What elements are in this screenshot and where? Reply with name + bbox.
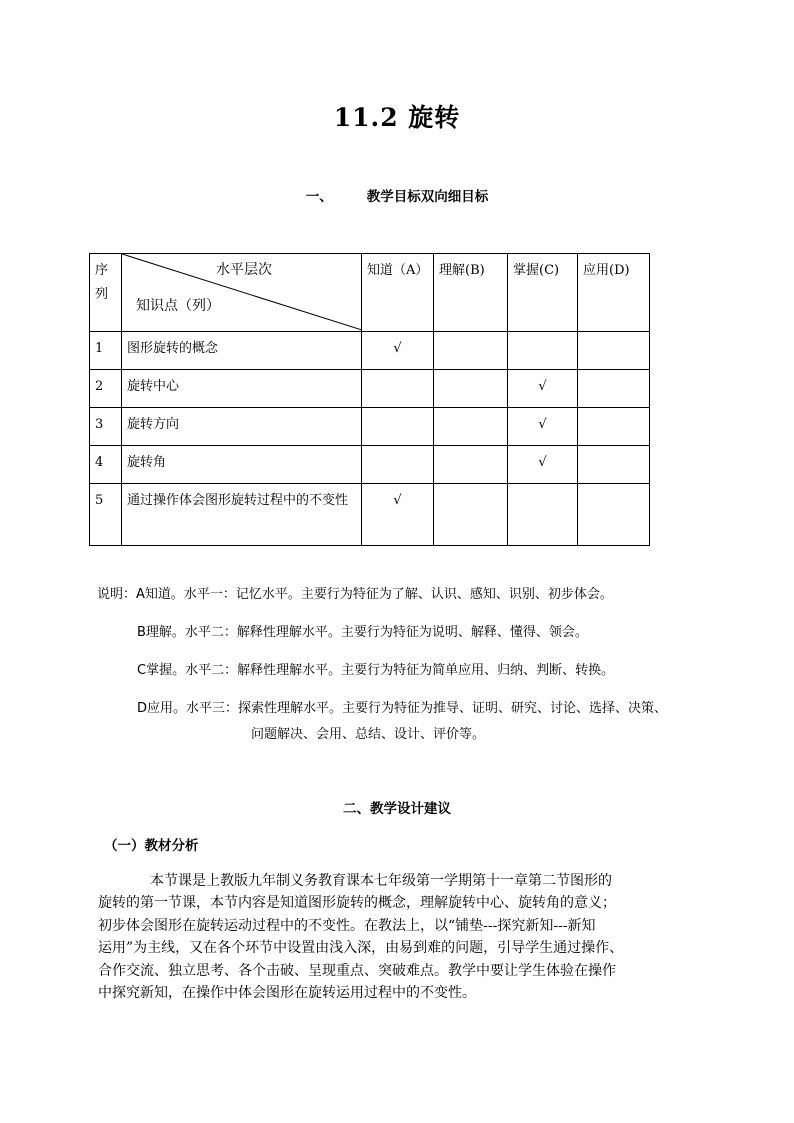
paragraph-line: 旋转的第一节课，本节内容是知道图形旋转的概念，理解旋转中心、旋转角的意义；	[98, 895, 616, 912]
page-title: 11.2 旋转	[333, 103, 461, 132]
note-a: 说明：A知道。水平一：记忆水平。主要行为特征为了解、认识、感知、识别、初步体会。	[97, 587, 613, 602]
seq-header-label: 序列	[95, 263, 109, 302]
seq-header	[90, 254, 122, 332]
row-knowledge-point: 通过操作体会图形旋转过程中的不变性	[122, 484, 362, 546]
table-row	[90, 484, 650, 546]
table-row	[90, 446, 650, 484]
check-mark	[508, 484, 578, 546]
note-b: B理解。水平二：解释性理解水平。主要行为特征为说明、解释、懂得、领会。	[137, 625, 588, 640]
table-row	[90, 408, 650, 446]
check-mark	[578, 332, 650, 370]
check-mark: √	[508, 446, 578, 484]
paragraph-line: 中探究新知，在操作中体会图形在旋转运用过程中的不变性。	[98, 985, 476, 1002]
check-mark	[578, 484, 650, 546]
row-knowledge-point: 旋转方向	[122, 408, 362, 446]
paragraph-line: 本节课是上教版九年制义务教育课本七年级第一学期第十一章第二节图形的	[150, 873, 612, 889]
check-mark: √	[508, 408, 578, 446]
check-mark	[362, 408, 434, 446]
objectives-table	[89, 253, 650, 546]
check-mark	[508, 332, 578, 370]
row-seq: 1	[90, 332, 122, 370]
level-header-c: 掌握(C)	[508, 254, 578, 332]
check-mark: √	[508, 370, 578, 408]
note-d-line1: D应用。水平三：探索性理解水平。主要行为特征为推导、证明、研究、讨论、选择、决策、	[137, 701, 668, 716]
level-header-b: 理解(B)	[434, 254, 508, 332]
table-row	[90, 370, 650, 408]
row-knowledge-point: 旋转角	[122, 446, 362, 484]
paragraph-line: 初步体会图形在旋转运动过程中的不变性。在教法上，以“铺垫---探究新知---新知	[98, 917, 596, 934]
section-title: 教学目标双向细目标	[366, 189, 489, 205]
table-row	[90, 332, 650, 370]
knowledge-point-header-label: 知识点（列）	[136, 298, 220, 314]
paragraph-line: 合作交流、独立思考、各个击破、呈现重点、突破难点。教学中要让学生体验在操作	[98, 962, 616, 979]
check-mark	[434, 484, 508, 546]
check-mark: √	[362, 332, 434, 370]
check-mark	[434, 370, 508, 408]
check-mark	[434, 408, 508, 446]
section-heading-1	[0, 185, 794, 205]
subsection-heading: （一）教材分析	[104, 838, 199, 854]
check-mark	[578, 408, 650, 446]
check-mark: √	[362, 484, 434, 546]
check-mark	[362, 446, 434, 484]
row-knowledge-point: 图形旋转的概念	[122, 332, 362, 370]
level-header-d: 应用(D)	[578, 254, 650, 332]
row-seq: 3	[90, 408, 122, 446]
row-seq: 2	[90, 370, 122, 408]
note-c: C掌握。水平二：解释性理解水平。主要行为特征为简单应用、归纳、判断、转换。	[137, 663, 615, 678]
diagonal-header-cell	[122, 254, 362, 332]
section-heading-2: 二、教学设计建议	[343, 801, 451, 817]
check-mark	[434, 332, 508, 370]
level-header-a: 知道（A）	[362, 254, 434, 332]
row-knowledge-point: 旋转中心	[122, 370, 362, 408]
note-d-line2: 问题解决、会用、总结、设计、评价等。	[251, 727, 486, 742]
check-mark	[578, 446, 650, 484]
paragraph-line: 运用”为主线，又在各个环节中设置由浅入深，由易到难的问题，引导学生通过操作、	[98, 940, 624, 957]
table-header-row	[90, 254, 650, 332]
level-header-label: 水平层次	[216, 262, 272, 278]
section-number: 一、	[305, 189, 333, 205]
check-mark	[578, 370, 650, 408]
body-paragraph	[98, 870, 706, 1004]
check-mark	[434, 446, 508, 484]
row-seq: 4	[90, 446, 122, 484]
check-mark	[362, 370, 434, 408]
row-seq: 5	[90, 484, 122, 546]
